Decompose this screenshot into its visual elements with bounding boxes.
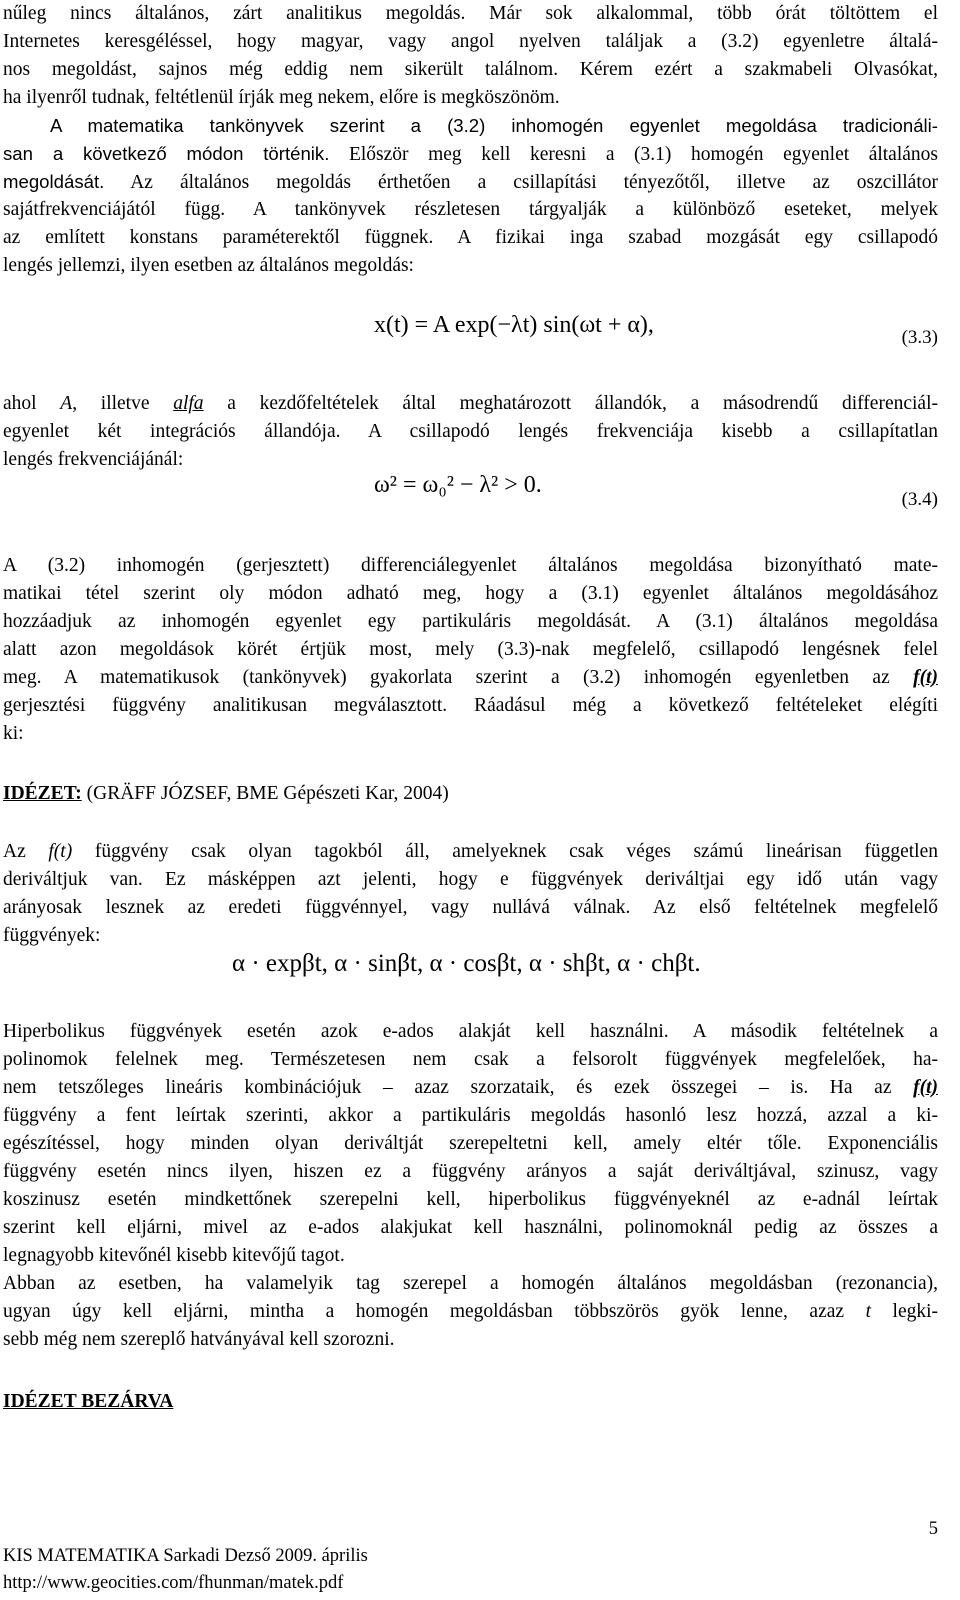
text-line: A (3.2) inhomogén (gerjesztett) differenciálegyenlet általános megoldása bizonyítható mate- [3,555,938,576]
text-line: legnagyobb kitevőnél kisebb kitevőjű tagot. [3,1245,345,1266]
sans-text: megoldását. [3,171,105,192]
text-line [3,664,938,692]
text-line [3,1074,938,1102]
text-span: Először meg kell keresni a (3.1) homogén egyenlet általános [329,144,938,165]
text-line: polinomok felelnek meg. Természetesen nem csak a felsorolt függvények megfelelőek, ha- [3,1049,938,1070]
text-line: hozzáadjuk az inhomogén egyenlet egy partikuláris megoldását. A (3.1) általános megoldása [3,611,938,632]
text-line [3,140,938,169]
text-line: függvény esetén nincs ilyen, hiszen ez a függvény arányos a saját deriváltjával, szinusz, vagy [3,1161,938,1182]
italic-text: f(t) [48,841,73,862]
text-span: függvény csak olyan tagokból áll, amelyeknek csak véges számú lineárisan független [72,841,938,862]
italic-text: A [60,393,73,414]
footer-url[interactable]: http://www.geocities.com/fhunman/matek.pdf [3,1573,344,1593]
italic-text: f(t) [913,1077,938,1098]
text-span: nem tetszőleges lineáris kombinációjuk – azaz szorzataik, és ezek összegei – is. Ha az [3,1077,914,1098]
text-line [3,838,938,866]
text-span: ugyan úgy kell eljárni, mintha a homogén megoldásban többszörös gyök lenne, azaz [3,1301,866,1322]
text-line: deriváltjuk van. Ez másképpen azt jelenti, hogy e függvények deriváltjai egy idő után vagy [3,869,938,890]
text-line: gerjesztési függvény analitikusan megválasztott. Ráadásul még a következő feltételeket elégíti [3,695,938,716]
text-line: alatt azon megoldások körét értjük most, mely (3.3)-nak megfelelő, csillapodó lengésnek felel [3,639,938,660]
text-line [50,112,938,141]
text-line: függvények: [3,925,101,946]
text-span: , illetve [72,393,174,414]
sans-text: san a következő módon történik. [3,143,330,164]
text-line: nűleg nincs általános, zárt analitikus megoldás. Már sok alkalommal, több órát töltöttem el [3,3,938,24]
equation-3-4 [374,472,542,500]
text-span: meg. A matematikusok (tankönyvek) gyakorlata szerint a (3.2) inhomogén egyenletben az [3,667,914,688]
text-line: ki: [3,723,24,744]
text-line: arányosak lesznek az eredeti függvénnyel, vagy nullává válnak. Az első feltételnek megfelelő [3,897,938,918]
sans-text: A matematika tankönyvek szerint a (3.2) inhomogén egyenlet megoldása tradicionáli- [50,115,938,136]
equation-number: (3.4) [901,489,938,510]
text-line: lengés frekvenciájánál: [3,449,184,470]
text-span: a kezdőfeltételek által meghatározott állandók, a másodrendű differenciál- [203,393,938,414]
text-line [3,390,938,418]
text-line [3,168,938,197]
text-line: matikai tétel szerint oly módon adható meg, hogy a (3.1) egyenlet általános megoldásához [3,583,938,604]
text-span: Az [3,841,49,862]
quote-source: (GRÄFF JÓZSEF, BME Gépészeti Kar, 2004) [81,783,449,804]
function-list-equation [232,950,701,978]
text-line: Abban az esetben, ha valamelyik tag szerepel a homogén általános megoldásban (rezonancia), [3,1273,938,1294]
equation-text: α · expβt, α · sinβt, α · cosβt, α · shβt, α · chβt. [232,950,701,977]
text-line: sajátfrekvenciájától függ. A tankönyvek részletesen tárgyalják a különböző eseteket, melyek [3,199,938,220]
text-line: Internetes keresgéléssel, hogy magyar, vagy angol nyelven találjak a (3.2) egyenletre általá- [3,31,938,52]
text-line: sebb még nem szereplő hatványával kell szorozni. [3,1329,395,1350]
text-line: ha ilyenről tudnak, feltétlenül írják meg nekem, előre is megköszönöm. [3,87,560,108]
text-line: az említett konstans paraméterektől függnek. A fizikai inga szabad mozgását egy csillapodó [3,227,938,248]
text-line: Hiperbolikus függvények esetén azok e-ados alakját kell használni. A második feltételnek a [3,1021,938,1042]
equation-text: x(t) = A exp(−λt) sin(ωt + α), [374,312,654,338]
equation-text: ω² = ω₀² − λ² > 0. [374,472,542,498]
quote-end [3,1388,938,1416]
text-line: egészítéssel, hogy minden olyan deriváltját szerepeltetni kell, amely eltér tőle. Exponenciális [3,1133,938,1154]
italic-text: t [865,1301,871,1322]
quote-end-label: IDÉZET BEZÁRVA [3,1391,174,1412]
text-span: legki- [871,1301,939,1322]
text-line: nos megoldást, sajnos még eddig nem sikerült találnom. Kérem ezért a szakmabeli Olvasókat, [3,59,938,80]
text-line: szerint kell eljárni, mivel az e-ados alakjukat kell használni, polinomoknál pedig az összes a [3,1217,938,1238]
quote-header [3,780,938,808]
quote-label: IDÉZET: [3,783,82,804]
equation-3-3 [374,312,654,340]
footer-line: KIS MATEMATIKA Sarkadi Dezső 2009. április [3,1546,368,1566]
text-line [3,1298,938,1326]
text-line: koszinusz esetén mindkettőnek szerepelni kell, hiperbolikus függvényeknél az e-adnál leírtak [3,1189,938,1210]
text-span: ahol [3,393,61,414]
page-number: 5 [928,1519,938,1539]
equation-number: (3.3) [901,327,938,348]
italic-text: f(t) [913,667,938,688]
text-line: lengés jellemzi, ilyen esetben az általános megoldás: [3,255,414,276]
text-span: Az általános megoldás érthetően a csillapítási tényezőtől, illetve az oszcillátor [104,172,938,193]
text-line: egyenlet két integrációs állandója. A csillapodó lengés frekvenciája kisebb a csillapítatlan [3,421,938,442]
text-line: függvény a fent leírtak szerinti, akkor a partikuláris megoldás hasonló lesz hozzá, azzal a ki- [3,1105,938,1126]
italic-text: alfa [173,393,204,414]
